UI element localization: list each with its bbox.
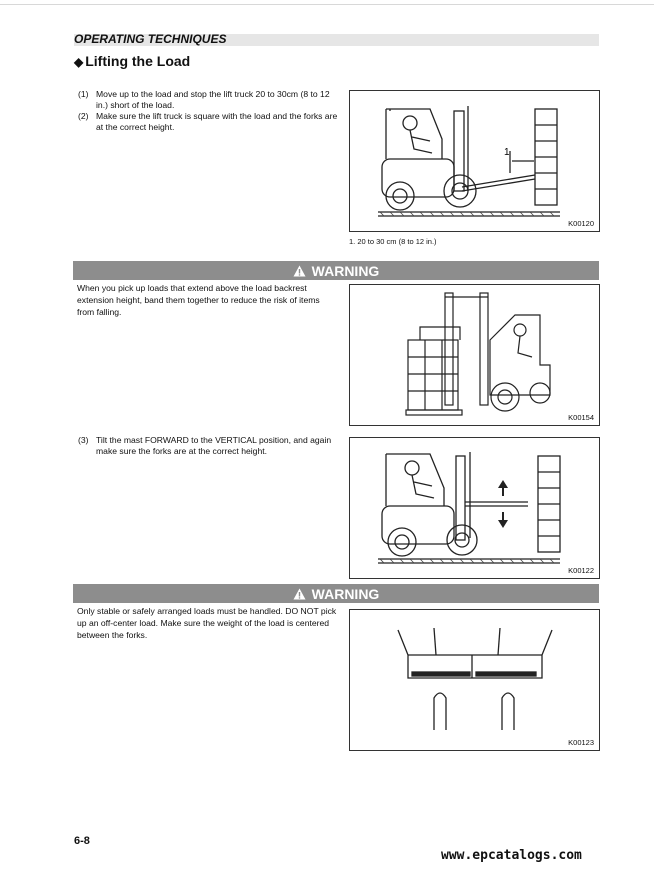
step-item xyxy=(78,435,340,457)
page-number: 6-8 xyxy=(74,835,90,847)
warning-text: Only stable or safely arranged loads must be handled. DO NOT pick up an off-center load. Make sure the weight of the load is centered between the forks. xyxy=(77,606,337,640)
warning-banner xyxy=(73,261,599,280)
tilt-mast-illustration xyxy=(350,438,599,578)
step-3 xyxy=(78,435,340,457)
step-number: (3) xyxy=(78,435,89,445)
figure-code: K00154 xyxy=(568,413,594,422)
warning-title: WARNING xyxy=(311,585,380,602)
step-item xyxy=(78,89,340,111)
diamond-bullet-icon: ◆ xyxy=(74,55,84,69)
figure-caption: 1. 20 to 30 cm (8 to 12 in.) xyxy=(349,237,437,246)
figure-centered-load xyxy=(349,609,600,751)
section-title: OPERATING TECHNIQUES xyxy=(74,32,227,46)
page-heading-text: Lifting the Load xyxy=(85,53,191,69)
top-rule xyxy=(0,4,654,5)
figure-code: K00122 xyxy=(568,566,594,575)
step-number: (1) xyxy=(78,89,89,99)
warning-banner xyxy=(73,584,599,603)
warning-triangle-icon xyxy=(293,588,306,600)
page-heading xyxy=(74,53,190,69)
step-text: Move up to the load and stop the lift truck 20 to 30cm (8 to 12 in.) short of the load. xyxy=(96,89,330,110)
step-text: Make sure the lift truck is square with the load and the forks are at the correct height. xyxy=(96,111,338,132)
centered-load-illustration xyxy=(350,610,599,750)
warning-triangle-icon xyxy=(293,265,306,277)
warning-title: WARNING xyxy=(311,262,380,279)
banded-load-illustration xyxy=(350,285,599,425)
figure-approach-load xyxy=(349,90,600,232)
figure-tilt-mast xyxy=(349,437,600,579)
step-text: Tilt the mast FORWARD to the VERTICAL position, and again make sure the forks are at the correct height. xyxy=(96,435,332,456)
figure-code: K00123 xyxy=(568,738,594,747)
figure-banded-load xyxy=(349,284,600,426)
dimension-label: 1 xyxy=(504,147,510,158)
step-number: (2) xyxy=(78,111,89,121)
footer-url: www.epcatalogs.com xyxy=(441,848,582,863)
step-item xyxy=(78,111,340,133)
warning-text: When you pick up loads that extend above the load backrest extension height, band them together to reduce the risk of items from falling. xyxy=(77,283,320,317)
figure-code: K00120 xyxy=(568,219,594,228)
steps-list xyxy=(78,89,340,133)
forklift-approach-illustration xyxy=(350,91,599,231)
